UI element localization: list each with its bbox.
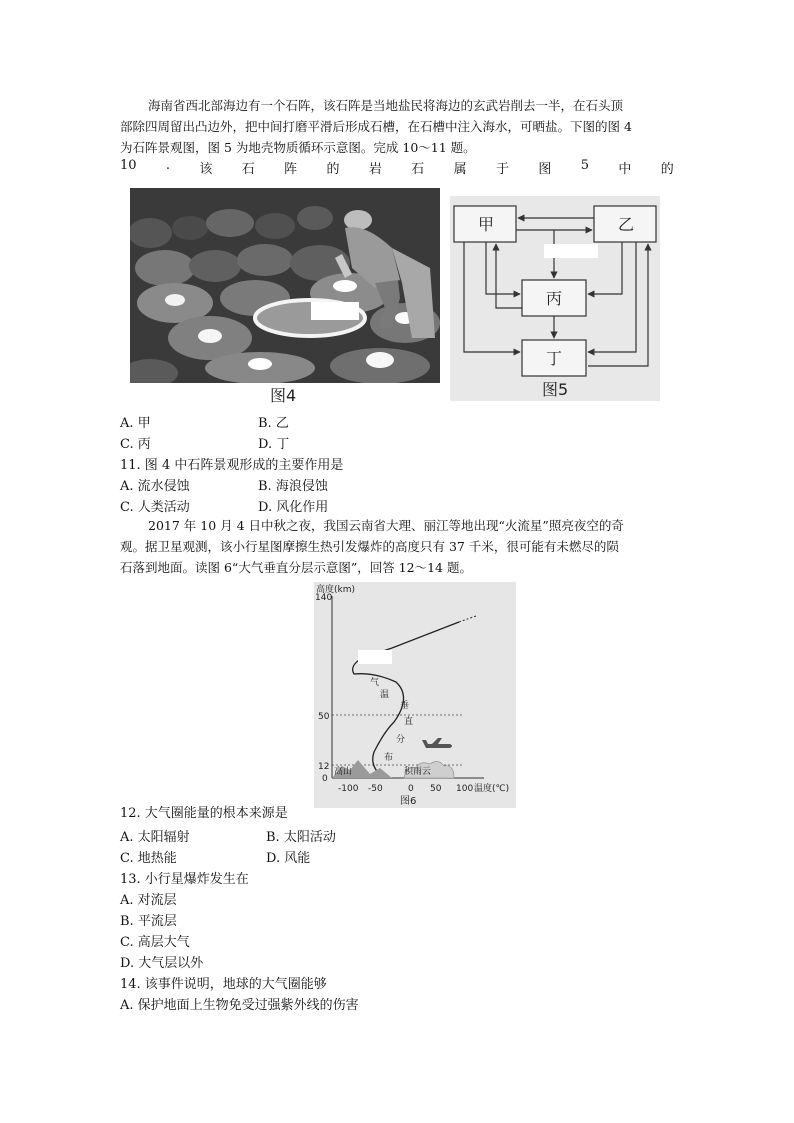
q10-token: 岩 — [368, 162, 382, 177]
fig6-y-tick: 50 — [318, 712, 330, 722]
figure-4-photo — [130, 188, 440, 410]
q13-option-d: D. 大气层以外 — [120, 956, 204, 971]
figure-6 — [314, 582, 516, 808]
q12-option-c: C. 地热能 — [120, 851, 177, 866]
intro1-line1: 海南省西北部海边有一个石阵，该石阵是当地盐民将海边的玄武岩削去一半，在石头顶 — [148, 98, 624, 113]
fig6-x-tick: 0 — [408, 784, 414, 794]
q10-token: . — [165, 158, 171, 173]
intro1-line3: 为石阵景观图，图 5 为地壳物质循环示意图。完成 10～11 题。 — [120, 140, 476, 155]
q12-option-a: A. 太阳辐射 — [120, 830, 190, 845]
figure-6-caption: 图6 — [400, 796, 417, 807]
q13-option-b: B. 平流层 — [120, 914, 177, 929]
box-ding-label: 丁 — [546, 349, 563, 368]
fig6-ground-left: 高山 — [334, 767, 353, 777]
fig6-y-tick: 0 — [322, 774, 328, 784]
fig6-x-tick: 100 — [456, 784, 474, 794]
q12-option-b: B. 太阳活动 — [266, 830, 336, 845]
q10-option-b: B. 乙 — [258, 416, 289, 431]
q10-token: 该 — [199, 162, 213, 177]
intro2-line1: 2017 年 10 月 4 日中秋之夜，我国云南省大理、丽江等地出现“火流星”照亮夜空的奇 — [148, 518, 624, 533]
q10-token: 石 — [411, 162, 425, 177]
q14-option-a: A. 保护地面上生物免受过强紫外线的伤害 — [120, 998, 359, 1013]
box-bing-label: 丙 — [546, 289, 563, 308]
q10-token: 图 — [538, 162, 552, 177]
fig6-y-tick: 140 — [315, 593, 333, 603]
q14-stem: 14. 该事件说明，地球的大气圈能够 — [120, 977, 327, 992]
q10-token: 于 — [496, 162, 510, 177]
q10-token: 10 — [120, 158, 137, 173]
box-jia-label: 甲 — [478, 215, 495, 234]
q12-option-d: D. 风能 — [266, 851, 311, 866]
q10-stem — [120, 158, 674, 177]
q10-token: 的 — [326, 162, 340, 177]
q10-option-c: C. 丙 — [120, 437, 151, 452]
intro1-line2: 部除四周留出凸边外，把中间打磨平滑后形成石槽，在石槽中注入海水，可晒盐。下图的图 4 — [120, 119, 632, 134]
intro2-line3: 石落到地面。读图 6“大气垂直分层示意图”，回答 12～14 题。 — [120, 560, 472, 575]
fig6-x-axis-label: 温度(℃) — [474, 784, 510, 794]
intro2-line2: 观。据卫星观测，该小行星图摩擦生热引发爆炸的高度只有 37 千米，很可能有未燃尽的陨 — [120, 539, 619, 554]
figure-6-diagram — [314, 582, 516, 808]
figure-4-tiny-text: … — [285, 405, 288, 409]
fig6-curve-label: 直 — [404, 717, 414, 727]
q11-option-b: B. 海浪侵蚀 — [258, 479, 328, 494]
box-yi-label: 乙 — [618, 215, 635, 234]
fig6-x-tick: -100 — [338, 784, 359, 794]
fig6-y-axis-label: 高度(km) — [316, 585, 356, 595]
q10-token: 阵 — [284, 162, 298, 177]
fig6-curve-label: 气 — [370, 678, 380, 688]
fig6-y-tick: 12 — [318, 762, 330, 772]
q10-token: 的 — [660, 162, 674, 177]
q10-token: 中 — [618, 162, 632, 177]
q11-option-d: D. 风化作用 — [258, 500, 329, 515]
figure-5 — [450, 196, 660, 401]
q10-token: 石 — [241, 162, 255, 177]
q13-stem: 13. 小行星爆炸发生在 — [120, 872, 249, 887]
q10-token: 属 — [453, 162, 467, 177]
q11-option-a: A. 流水侵蚀 — [120, 479, 190, 494]
fig6-ground-right: 积雨云 — [404, 767, 432, 777]
figure-5-caption: 图5 — [542, 380, 569, 399]
q13-option-a: A. 对流层 — [120, 893, 177, 908]
fig6-curve-label: 垂 — [400, 701, 410, 711]
q10-token: 5 — [580, 158, 590, 173]
q11-option-c: C. 人类活动 — [120, 500, 190, 515]
q13-option-c: C. 高层大气 — [120, 935, 190, 950]
figure-4 — [130, 188, 440, 410]
q10-option-a: A. 甲 — [120, 416, 151, 431]
figure-5-diagram — [450, 196, 660, 401]
fig6-curve-label: 布 — [384, 753, 394, 763]
q11-stem: 11. 图 4 中石阵景观形成的主要作用是 — [120, 458, 344, 473]
fig6-curve-label: 分 — [396, 735, 406, 745]
figure-4-caption: 图4 — [270, 386, 297, 405]
fig6-x-tick: -50 — [368, 784, 383, 794]
q12-stem: 12. 大气圈能量的根本来源是 — [120, 806, 288, 821]
fig6-x-tick: 50 — [430, 784, 442, 794]
q10-option-d: D. 丁 — [258, 437, 290, 452]
fig6-curve-label: 温 — [380, 690, 390, 700]
